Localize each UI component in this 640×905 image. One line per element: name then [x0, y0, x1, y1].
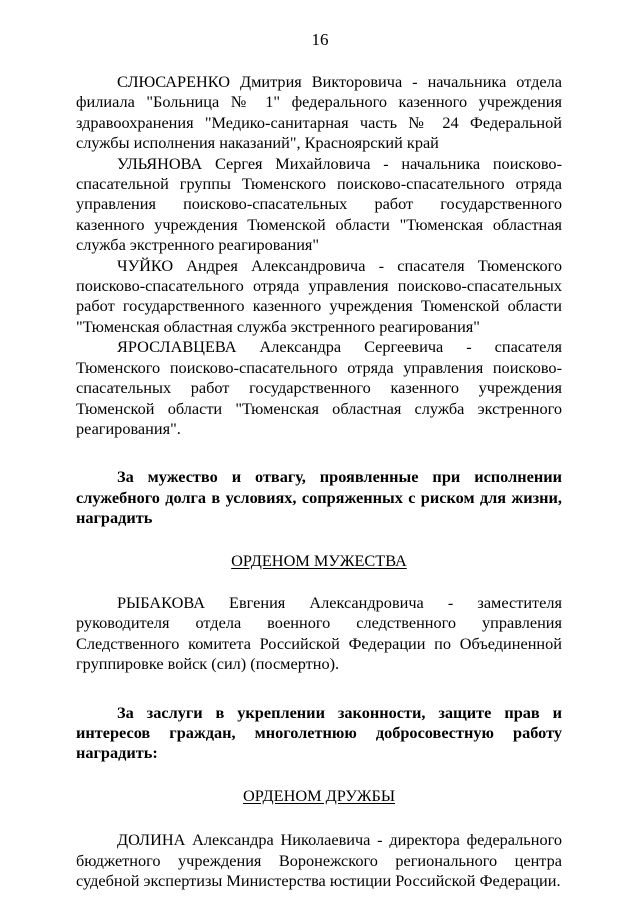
- document-body: [76, 72, 562, 891]
- order-title: ОРДЕНОМ МУЖЕСТВА: [231, 550, 407, 570]
- recipient-paragraph: ЧУЙКО Андрея Александровича - спасателя Тюменского поисково-спасательного отряда управления поисково-спасательных работ государственного казенного учреждения Тюменской области "Тюменская областная служба экстренного реагирования": [76, 255, 562, 336]
- recipient-paragraph: УЛЬЯНОВА Сергея Михайловича - начальника поисково-спасательной группы Тюменского поисково-спасательного отряда управления поисково-спасательных работ государственного казенного учреждения Тюменской области "Тюменская областная служба экстренного реагирования": [76, 153, 562, 255]
- recipient-paragraph: ЯРОСЛАВЦЕВА Александра Сергеевича - спасателя Тюменского поисково-спасательного отряда управления поисково-спасательных работ государственного казенного учреждения Тюменской области "Тюменская областная служба экстренного реагирования".: [76, 337, 562, 438]
- order-title: ОРДЕНОМ ДРУЖБЫ: [242, 785, 396, 805]
- recipient-paragraph: ДОЛИНА Александра Николаевича - директора федерального бюджетного учреждения Воронежского регионального центра судебной экспертизы Министерства юстиции Российской Федерации.: [76, 830, 562, 890]
- recipient-paragraph: РЫБАКОВА Евгения Александровича - заместителя руководителя отдела военного следственного управления Следственного комитета Российской Федерации по Объединенной группировке войск (сил) (посмертно).: [76, 592, 562, 674]
- recipient-paragraph: СЛЮСАРЕНКО Дмитрия Викторовича - начальника отдела филиала "Больница № 1" федерального казенного учреждения здравоохранения "Медико-санитарная часть № 24 Федеральной службы исполнения наказаний", Красноярский край: [76, 72, 562, 153]
- award-heading: За заслуги в укреплении законности, защите прав и интересов граждан, многолетнюю добросовестную работу наградить:: [76, 702, 562, 763]
- page-number: 16: [311, 30, 329, 49]
- award-heading: За мужество и отвагу, проявленные при исполнении служебного долга в условиях, сопряженных с риском для жизни, наградить: [76, 467, 562, 528]
